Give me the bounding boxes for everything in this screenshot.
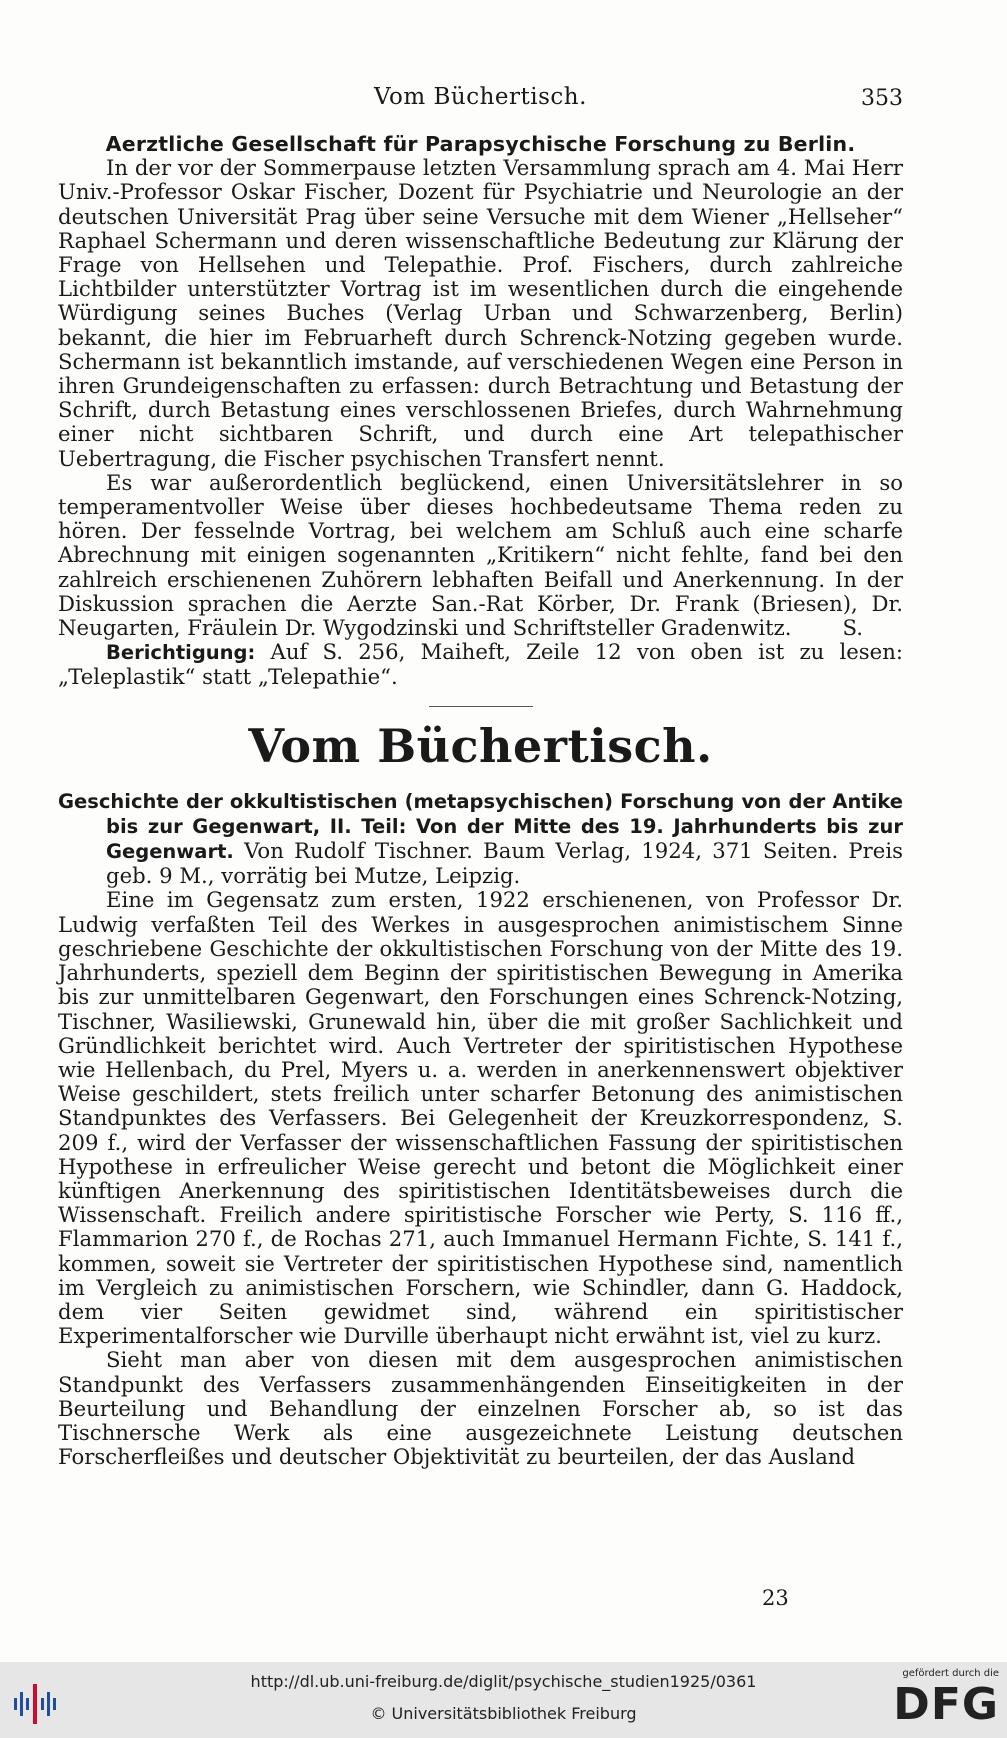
- page-number: 353: [861, 86, 903, 111]
- book-details: Von Rudolf Tischner. Baum Verlag, 1924, 371 Seiten. Preis geb. 9 M., vorrätig bei Mutze, Leipzig.: [106, 838, 903, 889]
- viewer-footer: [0, 1662, 1007, 1738]
- page-url-link[interactable]: http://dl.ub.uni-freiburg.de/diglit/psychische_studien1925/0361: [250, 1672, 757, 1691]
- dfg-caption: gefördert durch die: [902, 1668, 999, 1679]
- review-paragraph-2: Sieht man aber von diesen mit dem ausgesprochen animistischen Standpunkt des Verfassers zusammenhängenden Einseitigkeiten in der Beurteilung und Behandlung der einzelnen Forscher ab, so ist das Tischnersche Werk als eine ausgezeichnete Leistung deutschen Forscherfleißes und deutscher Objektivität zu beurteilen, der das Ausland: [58, 1347, 903, 1470]
- society-paragraph-2-text: Es war außerordentlich beglückend, einen Universitätslehrer in so temperamentvoller Weise über dieses hochbedeutsame Thema reden zu hören. Der fesselnde Vortrag, bei welchem am Schluß auch eine scharfe Abrechnung mit einigen sogenannten „Kritikern“ nicht fehlte, fand bei den zahlreich erschienenen Zuhörern lebhaften Beifall und Anerkennung. In der Diskussion sprachen die Aerzte San.-Rat Körber, Dr. Frank (Briesen), Dr. Neugarten, Fräulein Dr. Wygodzinski und Schriftsteller Gradenwitz.: [58, 469, 903, 641]
- dfg-logo: [889, 1668, 999, 1734]
- society-paragraph-1: In der vor der Sommerpause letzten Versammlung sprach am 4. Mai Herr Univ.-Professor Oskar Fischer, Dozent für Psychiatrie und Neurologie an der deutschen Universität Prag über seine Versuche mit dem Wiener „Hellseher“ Raphael Schermann und deren wissenschaftliche Bedeutung zur Klärung der Frage von Hellsehen und Telepathie. Prof. Fischers, durch zahlreiche Lichtbilder unterstützter Vortrag ist im wesentlichen durch die eingehende Würdigung seines Buches (Verlag Urban und Schwarzenberg, Berlin) bekannt, die hier im Februarheft durch Schrenck-Notzing gegeben wurde. Schermann ist bekanntlich imstande, auf verschiedenen Wegen eine Person in ihren Grundeigenschaften zu erfassen: durch Betrachtung und Betastung der Schrift, durch Betastung eines verschlossenen Briefes, durch Wahrnehmung einer nicht sichtbaren Schrift, und durch eine Art telepathischer Uebertragung, die Fischer psychischen Transfert nennt.: [58, 155, 903, 471]
- review-paragraph-1: Eine im Gegensatz zum ersten, 1922 erschienenen, von Professor Dr. Ludwig verfaßten Teil des Werkes in ausgesprochen animistischem Sinne geschriebene Geschichte der okkultistischen Forschung von der Mitte des 19. Jahrhunderts, speziell dem Beginn der spiritistischen Bewegung in Amerika bis zur unmittelbaren Gegenwart, den Forschungen eines Schrenck-Notzing, Tischner, Wasiliewski, Grunewald hin, über die mit großer Sachlichkeit und Gründlichkeit berichtet wird. Auch Vertreter der spiritistischen Hypothese wie Hellenbach, du Prel, Myers u. a. werden in anerkennenswert objektiver Weise geschildert, stets freilich unter scharfer Betonung des animistischen Standpunktes des Verfassers. Bei Gelegenheit der Kreuzkorrespondenz, S. 209 f., wird der Verfasser der wissenschaftlichen Fassung der spiritistischen Hypothese in erfreulicher Weise gerecht und betont die Möglichkeit einer künftigen Anerkennung des spiritistischen Identitätsbeweises durch die Wissenschaft. Freilich andere spiritistische Forscher wie Perty, S. 116 ff., Flammarion 270 f., de Rochas 271, auch Immanuel Hermann Fichte, S. 141 f., kommen, soweit sie Vertreter der spiritistischen Hypothese sind, namentlich im Vergleich zu animistischen Forschern, wie Schindler, dann G. Haddock, dem vier Seiten gewidmet sind, während ein spiritistischer Experimentalforscher wie Durville überhaupt nicht erwähnt ist, viel zu kurz.: [58, 887, 903, 1349]
- dfg-logo-text: DFG: [893, 1679, 999, 1730]
- book-title: Geschichte der okkultistischen (metapsychischen) Forschung von der Antike bis zur Gegenwart, II. Teil: Von der Mitte des 19. Jahrhunderts bis zur Gegenwart.: [58, 789, 903, 864]
- copyright-notice: © Universitätsbibliothek Freiburg: [370, 1704, 637, 1723]
- running-title: Vom Büchertisch.: [374, 84, 587, 110]
- society-paragraph-2: [58, 471, 903, 640]
- author-signature: S.: [842, 615, 863, 641]
- signature-mark: 23: [762, 1586, 789, 1610]
- section-divider: [429, 706, 533, 707]
- correction-paragraph: [58, 640, 903, 689]
- page-body: [58, 132, 903, 1469]
- section-title: Vom Büchertisch.: [248, 718, 713, 773]
- correction-label: Berichtigung:: [106, 641, 256, 665]
- running-header: [58, 84, 903, 118]
- society-heading: Aerztliche Gesellschaft für Parapsychische Forschung zu Berlin.: [105, 132, 856, 156]
- correction-text: Auf S. 256, Maiheft, Zeile 12 von oben ist zu lesen: „Teleplastik“ statt „Telepathie“.: [58, 639, 903, 690]
- book-entry: [58, 789, 903, 889]
